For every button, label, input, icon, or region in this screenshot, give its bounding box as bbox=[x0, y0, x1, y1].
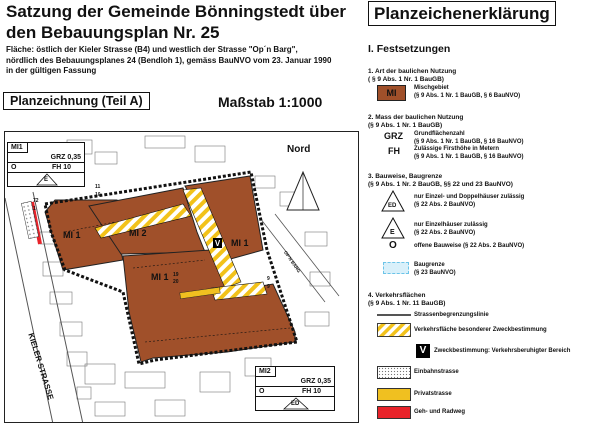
legend-section-3 bbox=[368, 173, 513, 189]
parcel-number: 19 bbox=[173, 272, 179, 278]
einbahn-label: Einbahnstrasse bbox=[414, 369, 459, 375]
ed-legend-text bbox=[414, 194, 524, 209]
legend-title: Planzeichenerklärung bbox=[368, 1, 556, 26]
parcel-number: 1 bbox=[33, 206, 36, 212]
strassenbegrenzung-symbol bbox=[377, 314, 411, 316]
title-line-1: Satzung der Gemeinde Bönningstedt über bbox=[6, 2, 347, 21]
o-label: offene Bauweise (§ 22 Abs. 2 BauNVO) bbox=[414, 243, 525, 249]
schablone-row-e bbox=[8, 173, 84, 186]
schablone-fh: FH 10 bbox=[51, 164, 71, 171]
mi-legend-text bbox=[414, 85, 520, 100]
svg-text:V: V bbox=[214, 239, 221, 248]
grz-symbol: GRZ bbox=[384, 131, 403, 141]
schablone-o: O bbox=[11, 164, 17, 171]
s1-sub: ( § 9 Abs. 1 Nr. 1 BauGB) bbox=[368, 76, 444, 83]
fh-legend-text bbox=[414, 146, 523, 161]
zone-label-mi1-south: MI 1 bbox=[151, 272, 169, 282]
o-symbol: O bbox=[389, 240, 397, 251]
planzeichnung-label: Planzeichnung (Teil A) bbox=[3, 92, 150, 110]
fh-symbol: FH bbox=[388, 146, 400, 156]
schablone-row-fh bbox=[8, 163, 84, 173]
grz-label: Grundflächenzahl bbox=[414, 131, 465, 137]
plan-title bbox=[6, 1, 361, 43]
legend-section-2 bbox=[368, 114, 463, 130]
fh-ref: (§ 9 Abs. 1 Nr. 1 BauGB, § 16 BauNVO) bbox=[414, 153, 524, 160]
nutzungsschablone-mi2 bbox=[255, 366, 335, 411]
baugrenze-symbol bbox=[383, 262, 409, 274]
schablone-ed: ED bbox=[291, 401, 300, 407]
zone-label-mi1-east: MI 1 bbox=[231, 238, 249, 248]
geh-symbol bbox=[377, 406, 411, 419]
legend-section-1 bbox=[368, 68, 456, 84]
parcel-number: 11 bbox=[95, 184, 101, 190]
plan-map bbox=[4, 131, 359, 423]
ed-symbol: ED bbox=[388, 203, 397, 209]
parcel-number: 9 bbox=[267, 284, 270, 290]
schablone-o: O bbox=[259, 388, 265, 395]
e-ref: (§ 22 Abs. 2 BauNVO) bbox=[414, 229, 476, 236]
schablone-name: MI2 bbox=[256, 367, 276, 377]
privat-label: Privatstrasse bbox=[414, 391, 452, 397]
street-label-opn-barg: OP'N BARG bbox=[282, 250, 302, 274]
zone-label-mi2: MI 2 bbox=[129, 228, 147, 238]
zone-label-mi1-west: MI 1 bbox=[63, 230, 81, 240]
s4-sub: (§ 9 Abs. 1 Nr. 11 BauGB) bbox=[368, 300, 446, 307]
einbahn-symbol bbox=[377, 366, 411, 379]
s2-title: 2. Mass der baulichen Nutzung bbox=[368, 114, 464, 121]
s3-title: 3. Bauweise, Baugrenze bbox=[368, 173, 443, 180]
legend-section-4 bbox=[368, 292, 445, 308]
title-line-2: den Bebauungsplan Nr. 25 bbox=[6, 23, 220, 42]
nutzungsschablone-mi1 bbox=[7, 142, 85, 187]
schablone-name: MI1 bbox=[8, 143, 28, 153]
e-symbol: E bbox=[390, 229, 395, 236]
desc-line-2: nördlich des Bebauungsplanes 24 (Bendloh 1), gemäss BauNVO vom 23. Januar 1990 bbox=[6, 55, 332, 65]
desc-line-1: Fläche: östlich der Kieler Strasse (B4) und westlich der Strasse "Op´n Barg", bbox=[6, 45, 298, 54]
schablone-row-ed bbox=[256, 397, 334, 410]
baugrenze-legend-text bbox=[414, 262, 456, 277]
festsetzungen-heading: I. Festsetzungen bbox=[368, 43, 451, 55]
plan-description bbox=[6, 45, 366, 77]
north-label: Nord bbox=[287, 144, 311, 155]
parcel-number: 20 bbox=[173, 279, 179, 285]
schablone-grz: GRZ 0,35 bbox=[256, 377, 334, 387]
e-legend-text bbox=[414, 222, 488, 237]
grz-legend-text bbox=[414, 131, 523, 146]
v-label: Zweckbestimmung: Verkehrsberuhigter Bereich bbox=[434, 348, 571, 354]
e-label: nur Einzelhäuser zulässig bbox=[414, 222, 488, 228]
mi-symbol: MI bbox=[377, 85, 406, 101]
desc-line-3: in der gültigen Fassung bbox=[6, 66, 97, 75]
ed-ref: (§ 22 Abs. 2 BauNVO) bbox=[414, 201, 476, 208]
v-symbol: V bbox=[416, 344, 430, 358]
parcel-number: 72 bbox=[33, 198, 39, 204]
parcel-number: 10 bbox=[95, 192, 101, 198]
schablone-grz: GRZ 0,35 bbox=[8, 153, 84, 163]
mi-ref: (§ 9 Abs. 1 Nr. 1 BauGB, § 6 BauNVO) bbox=[414, 92, 521, 99]
s4-title: 4. Verkehrsflächen bbox=[368, 292, 426, 299]
s2-sub: (§ 9 Abs. 1 Nr. 1 BauGB) bbox=[368, 122, 443, 129]
grz-ref: (§ 9 Abs. 1 Nr. 1 BauGB, § 16 BauNVO) bbox=[414, 138, 524, 145]
schablone-fh: FH 10 bbox=[301, 388, 321, 395]
bg-ref: (§ 23 BauNVO) bbox=[414, 269, 456, 276]
scale-label: Maßstab 1:1000 bbox=[218, 94, 323, 110]
ed-label: nur Einzel- und Doppelhäuser zulässig bbox=[414, 194, 525, 200]
s3-sub: (§ 9 Abs. 1 Nr. 2 BauGB, §§ 22 und 23 BauNVO) bbox=[368, 181, 513, 188]
schablone-e: E bbox=[44, 177, 49, 183]
fh-label: Zulässige Firsthöhe in Metern bbox=[414, 146, 500, 152]
s1-title: 1. Art der baulichen Nutzung bbox=[368, 68, 457, 75]
bg-label: Baugrenze bbox=[414, 262, 445, 268]
mi-label: Mischgebiet bbox=[414, 85, 449, 91]
geh-label: Geh- und Radweg bbox=[414, 409, 465, 415]
parcel-number: 9 bbox=[267, 276, 270, 282]
vbz-label: Verkehrsfläche besonderer Zweckbestimmung bbox=[414, 327, 547, 333]
privat-symbol bbox=[377, 388, 411, 401]
sbl-label: Strassenbegrenzungslinie bbox=[414, 312, 489, 318]
verkehrsflaeche-symbol bbox=[377, 323, 411, 337]
schablone-row-fh bbox=[256, 387, 334, 397]
street-label-kieler: KIELER STRASSE bbox=[26, 332, 56, 401]
